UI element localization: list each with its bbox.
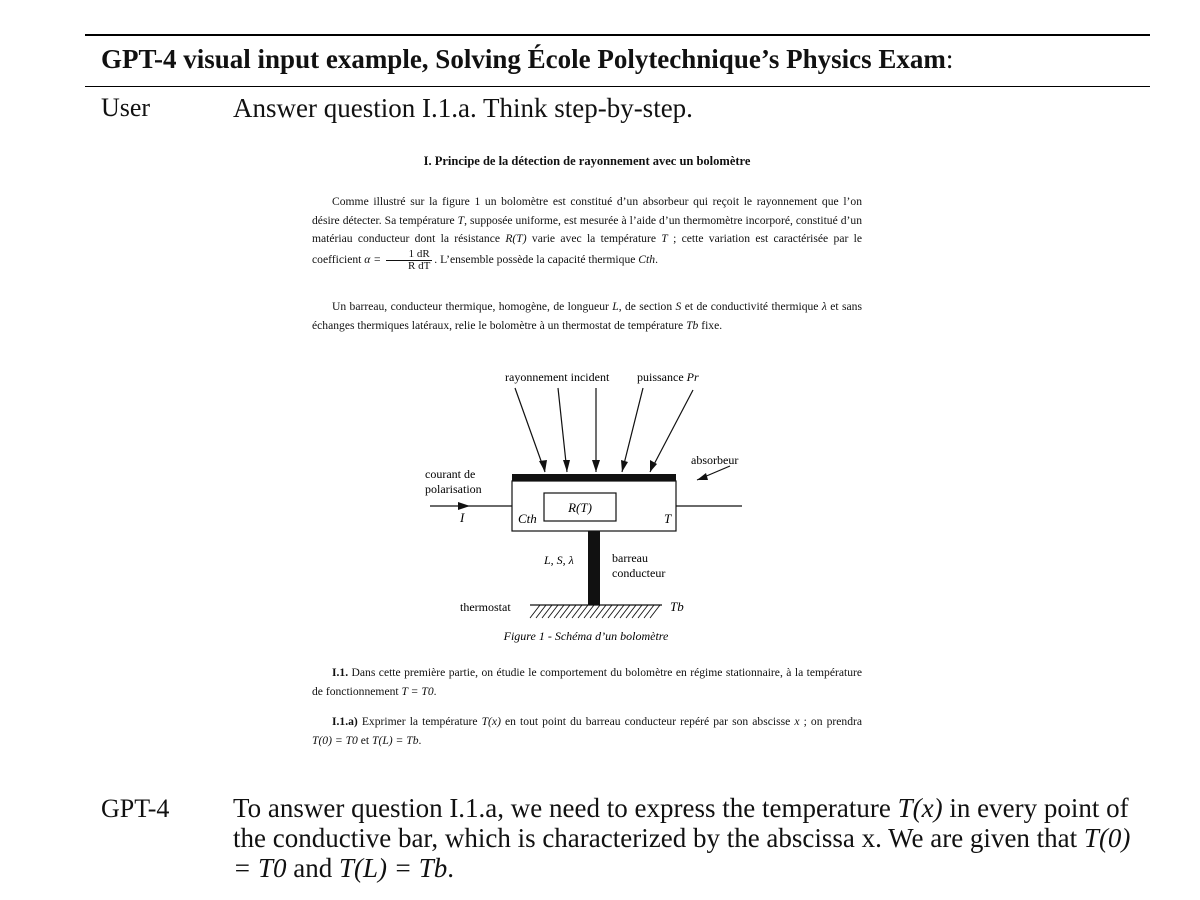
alpha-fraction: $\frac{1 dR}{\text{R dT}}$ bbox=[386, 249, 432, 272]
label-polarisation: polarisation bbox=[425, 482, 482, 496]
figure-caption: Figure 1 - Schéma d’un bolomètre bbox=[503, 629, 669, 643]
gpt4-message: To answer question I.1.a, we need to express the temperature T(x) in every point of the conductive bar, which is characterized by the abscissa x. We are given that T(0) = T0 and T(L) = Tb. bbox=[233, 793, 1131, 883]
label-courant: courant de bbox=[425, 467, 476, 481]
exam-question-I1a: I.1.a) Exprimer la température T(x) en tout point du barreau conducteur repéré par son abscisse x ; on prendra T(0) = T0 et T(L) = Tb. bbox=[312, 715, 862, 747]
header-rule bbox=[85, 86, 1150, 87]
label-conducteur: conducteur bbox=[612, 566, 666, 580]
absorber-plate bbox=[512, 474, 676, 481]
label-heat-capacity: Cth bbox=[518, 511, 537, 526]
exam-paragraph-2: Un barreau, conducteur thermique, homogène, de longueur L, de section S et de conductivité thermique λ et sans échanges thermiques latéraux, relie le bolomètre à un thermostat de température Tb fixe. bbox=[312, 300, 862, 332]
exam-paragraph-1: Comme illustré sur la figure 1 un bolomètre est constitué d’un absorbeur qui reçoit le rayonnement que l’on désire détecter. Sa température T, supposée uniforme, est mesurée à l’aide d’un thermomètre incorporé, constitué d’un matériau conducteur dont la résistance R(T) varie avec la température T ; cette variation est caractérisée par le coefficient α = $\frac{1 dR}{\text{R dT}}$ . L’ensemble possède la capacité thermique Cth. bbox=[312, 195, 863, 272]
label-bar-params: L, S, λ bbox=[544, 553, 574, 567]
label-barreau: barreau bbox=[612, 551, 648, 565]
top-rule bbox=[85, 34, 1150, 36]
title-colon: : bbox=[945, 44, 954, 74]
exam-section-title: I. Principe de la détection de rayonnement avec un bolomètre bbox=[423, 154, 751, 168]
label-thermostat: thermostat bbox=[460, 600, 511, 614]
label-current: I bbox=[460, 510, 465, 525]
thermostat-hatching bbox=[530, 605, 660, 618]
page-title bbox=[101, 44, 953, 75]
label-puissance: puissance Pr bbox=[637, 370, 699, 384]
user-role-label: User bbox=[101, 93, 151, 122]
title-text: GPT-4 visual input example, Solving École Polytechnique’s Physics Exam bbox=[101, 44, 946, 74]
bolometer-figure bbox=[400, 360, 800, 660]
label-absorbeur: absorbeur bbox=[691, 453, 739, 467]
label-temperature: T bbox=[664, 511, 672, 526]
conductive-bar bbox=[588, 531, 600, 605]
label-thermostat-temp: Tb bbox=[670, 599, 684, 614]
label-rayonnement-incident: rayonnement incident bbox=[505, 370, 610, 384]
gpt4-role-label: GPT-4 bbox=[101, 794, 170, 823]
current-arrowhead bbox=[458, 502, 470, 510]
label-resistance: R(T) bbox=[568, 500, 592, 515]
exam-question-I1: I.1. Dans cette première partie, on étudie le comportement du bolomètre en régime stationnaire, à la température de fonctionnement T = T0. bbox=[312, 666, 862, 698]
user-message: Answer question I.1.a. Think step-by-step. bbox=[233, 93, 693, 123]
